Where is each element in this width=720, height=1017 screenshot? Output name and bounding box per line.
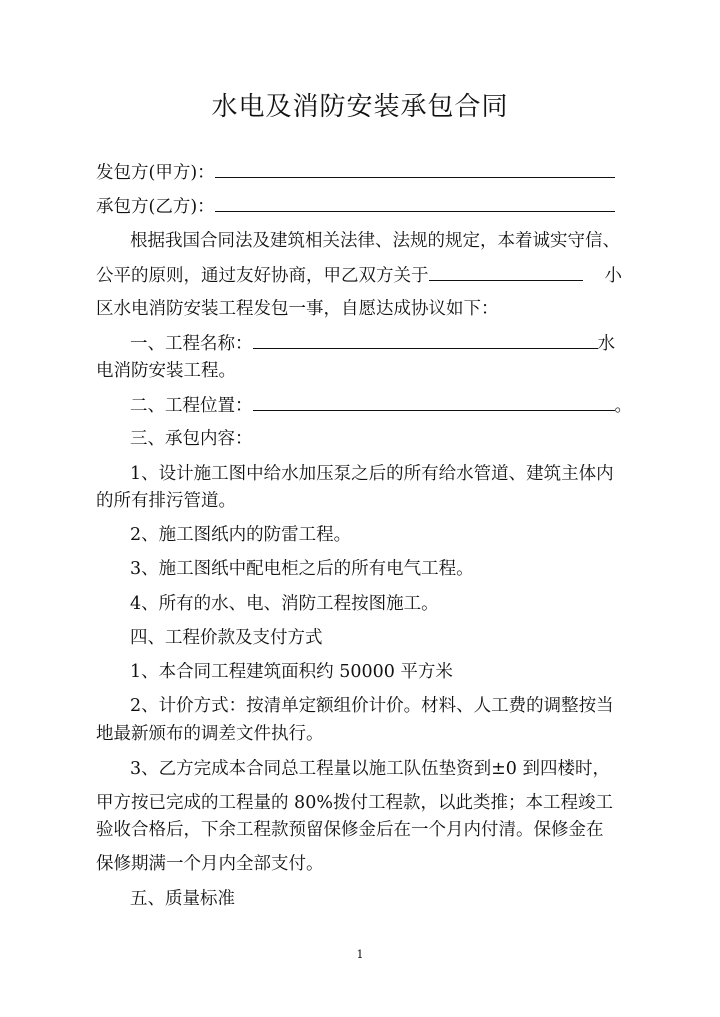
intro-line-2-text: 公平的原则，通过友好协商，甲乙双方关于 — [96, 266, 429, 286]
item4-p3-line1: 3、乙方完成本合同总工程量以施工队伍垫资到±0 到四楼时， — [130, 759, 610, 779]
intro-line-1: 根据我国合同法及建筑相关法律、法规的规定，本着诚实守信、 — [130, 231, 620, 251]
intro-line-2-after: 小 — [604, 266, 622, 286]
item3-p2: 2、施工图纸内的防雷工程。 — [130, 525, 352, 545]
item3-p4: 4、所有的水、电、消防工程按图施工。 — [130, 594, 439, 614]
intro-line-3: 区水电消防安装工程发包一事，自愿达成协议如下： — [96, 299, 499, 319]
item4-p3-line4: 保修期满一个月内全部支付。 — [96, 854, 324, 874]
item3-p1-line2: 的所有排污管道。 — [96, 491, 236, 511]
item1-label: 一、工程名称： — [130, 334, 253, 354]
party-b-label: 承包方(乙方)： — [96, 197, 215, 217]
item3-p1-line1: 1、设计施工图中给水加压泵之后的所有给水管道、建筑主体内 — [130, 464, 614, 484]
item3-heading: 三、承包内容： — [130, 429, 253, 449]
project-name-blank[interactable] — [429, 263, 583, 281]
item4-p2-line2: 地最新颁布的调差文件执行。 — [96, 724, 324, 744]
item2-line — [130, 393, 632, 417]
item1-after: 水 — [597, 334, 615, 354]
item1-cont: 电消防安装工程。 — [96, 361, 236, 381]
party-a-blank[interactable] — [215, 160, 615, 178]
party-a-line — [96, 160, 615, 184]
party-a-label: 发包方(甲方)： — [96, 163, 215, 183]
page-number: 1 — [356, 948, 364, 961]
party-b-line — [96, 194, 615, 218]
project-location-blank[interactable] — [253, 393, 615, 411]
item4-p3-line3: 验收合格后，下余工程款预留保修金后在一个月内付清。保修金在 — [96, 820, 604, 840]
party-b-blank[interactable] — [215, 194, 615, 212]
project-title-blank[interactable] — [253, 331, 598, 349]
item4-heading: 四、工程价款及支付方式 — [130, 628, 323, 648]
item2-after: 。 — [614, 396, 632, 416]
item4-p2-line1: 2、计价方式：按清单定额组价计价。材料、人工费的调整按当 — [130, 696, 614, 716]
item4-p1: 1、本合同工程建筑面积约 50000 平方米 — [130, 662, 453, 682]
item2-label: 二、工程位置： — [130, 396, 253, 416]
item4-p3-line2: 甲方按已完成的工程量的 80%拨付工程款，以此类推；本工程竣工 — [96, 793, 613, 813]
item5-heading: 五、质量标准 — [130, 889, 235, 909]
contract-title: 水电及消防安装承包合同 — [211, 92, 509, 122]
item3-p3: 3、施工图纸中配电柜之后的所有电气工程。 — [130, 559, 474, 579]
intro-line-2 — [96, 263, 622, 287]
item1-line — [130, 331, 615, 355]
